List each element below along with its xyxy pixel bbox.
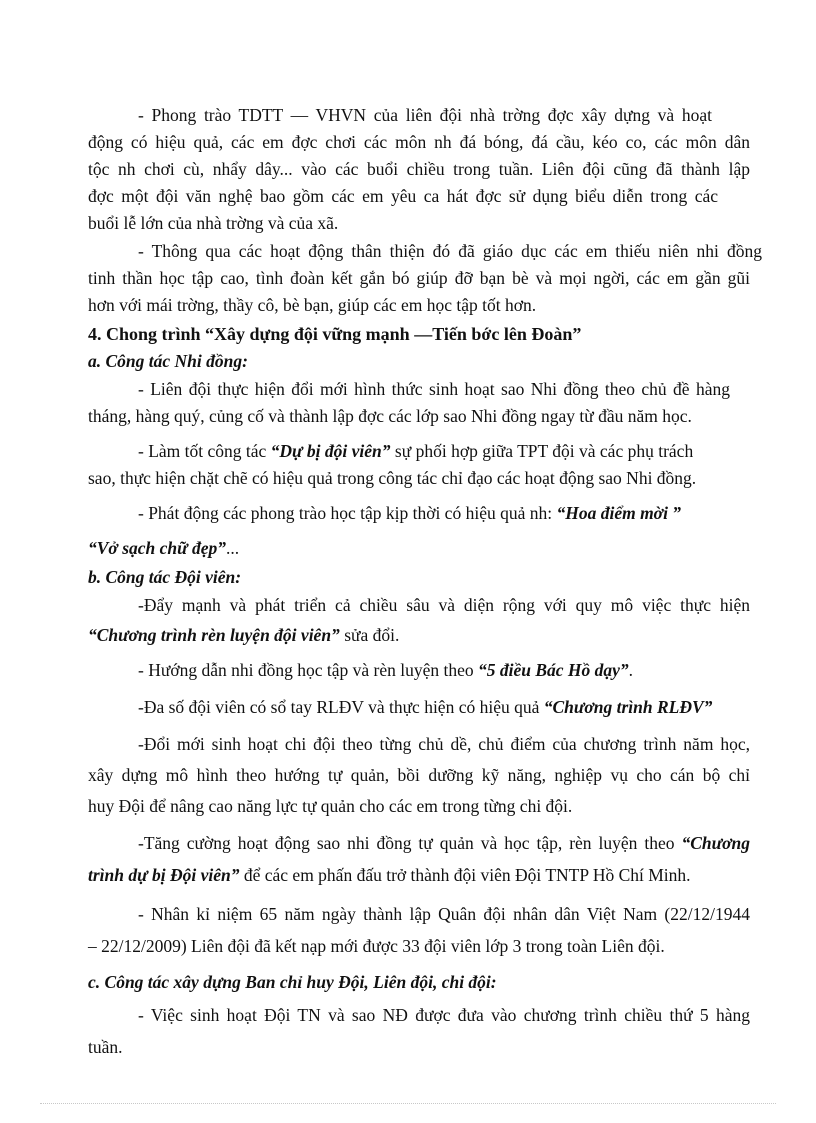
paragraph-line: tuần. [88,1037,123,1057]
paragraph-line: - Hướng dẫn nhi đồng học tập và rèn luyện theo “5 điều Bác Hồ dạy”. [138,660,634,680]
paragraph-line: -Đẩy mạnh và phát triển cả chiều sâu và diện rộng với quy mô việc thực hiện [138,595,750,615]
paragraph-line: - Việc sinh hoạt Đội TN và sao NĐ được đưa vào chương trình chiều thứ 5 hàng [138,1005,750,1025]
section-heading: 4. Chong trình “Xây dựng đội vững mạnh —Tiến bớc lên Đoàn” [88,324,582,344]
paragraph-line: sao, thực hiện chặt chẽ có hiệu quả trong công tác chỉ đạo các hoạt động sao Nhi đồng. [88,468,697,488]
paragraph-line: - Nhân kỉ niệm 65 năm ngày thành lập Quân đội nhân dân Việt Nam (22/12/1944 [138,904,750,924]
paragraph-line: “Vở sạch chữ đẹp”... [88,538,240,558]
paragraph-line: đợc một đội văn nghệ bao gồm các em yêu ca hát đợc sử dụng biểu diễn trong các [88,186,718,206]
paragraph-line: động có hiệu quả, các em đợc chơi các môn nh đá bóng, đá cầu, kéo co, các môn dân [88,132,750,152]
paragraph-line: – 22/12/2009) Liên đội đã kết nạp mới được 33 đội viên lớp 3 trong toàn Liên đội. [88,936,665,956]
paragraph-line: - Phát động các phong trào học tập kịp thời có hiệu quả nh: “Hoa điểm mời ” [138,503,682,523]
paragraph-line: buổi lễ lớn của nhà trờng và của xã. [88,213,339,233]
page-bottom-divider [40,1103,776,1104]
paragraph-line: -Đa số đội viên có sổ tay RLĐV và thực hiện có hiệu quả “Chương trình RLĐV” [138,697,713,717]
paragraph-line: “Chương trình rèn luyện đội viên” sửa đổi. [88,625,400,645]
subsection-heading: a. Công tác Nhi đồng: [88,351,248,371]
paragraph-line: - Liên đội thực hiện đổi mới hình thức sinh hoạt sao Nhi đồng theo chủ đề hàng [138,379,730,399]
paragraph-line: huy Đội để nâng cao năng lực tự quản cho các em trong từng chi đội. [88,796,573,816]
paragraph-line: tháng, hàng quý, củng cố và thành lập đợc các lớp sao Nhi đồng ngay từ đầu năm học. [88,406,692,426]
paragraph-line: - Phong trào TDTT — VHVN của liên đội nhà trờng đợc xây dựng và hoạt [138,105,712,125]
paragraph-line: trình dự bị Đội viên” để các em phấn đấu trở thành đội viên Đội TNTP Hồ Chí Minh. [88,865,691,885]
paragraph-line: - Làm tốt công tác “Dự bị đội viên” sự phối hợp giữa TPT đội và các phụ trách [138,441,694,461]
paragraph-line: - Thông qua các hoạt động thân thiện đó đã giáo dục các em thiếu niên nhi đồng [138,241,762,261]
paragraph-line: hơn với mái trờng, thầy cô, bè bạn, giúp các em học tập tốt hơn. [88,295,537,315]
paragraph-line: xây dựng mô hình theo hướng tự quản, bồi dưỡng kỹ năng, nghiệp vụ cho cán bộ chỉ [88,765,750,785]
subsection-heading: b. Công tác Đội viên: [88,567,242,587]
paragraph-line: tộc nh chơi cù, nhẩy dây... vào các buổi chiều trong tuần. Liên đội cũng đã thành lập [88,159,750,179]
subsection-heading: c. Công tác xây dựng Ban chỉ huy Đội, Liên đội, chi đội: [88,972,497,992]
paragraph-line: -Tăng cường hoạt động sao nhi đồng tự quản và học tập, rèn luyện theo “Chương [138,833,751,853]
paragraph-line: -Đổi mới sinh hoạt chi đội theo từng chủ dề, chủ điểm của chương trình năm học, [138,734,750,754]
paragraph-line: tinh thần học tập cao, tình đoàn kết gắn bó giúp đỡ bạn bè và mọi ngời, các em gần gũi [88,268,750,288]
